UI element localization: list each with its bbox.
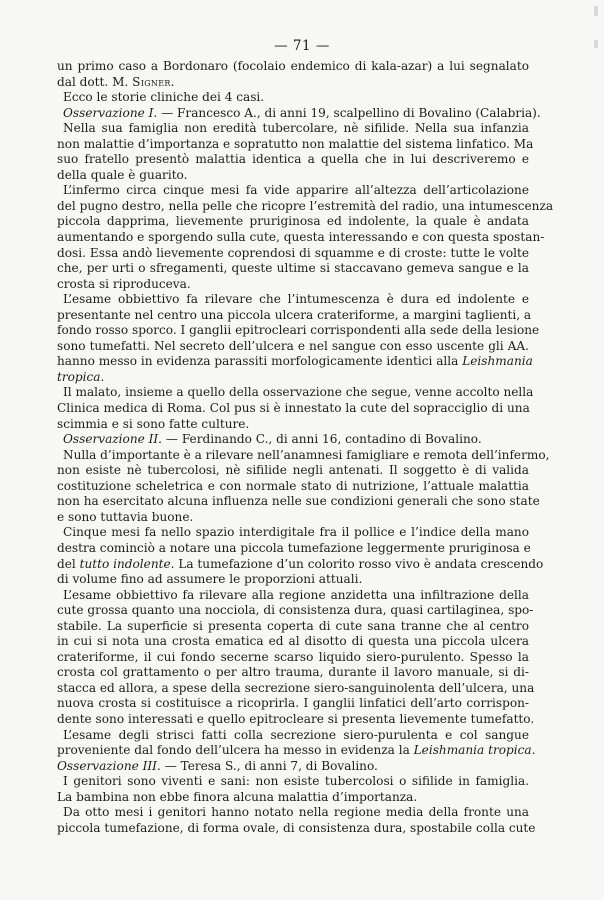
text-line: [57, 432, 529, 448]
page-number: — 71 —: [274, 38, 330, 54]
text-line: [57, 463, 529, 479]
text-segment: non esiste nè tubercolosi, nè sifilide negli antenati. Il soggetto è di valida: [57, 463, 529, 478]
text-segment: Il malato, insieme a quello della osservazione che segue, venne accolto nella: [63, 385, 534, 400]
text-segment: della quale è guarito.: [57, 167, 188, 182]
text-line: [57, 90, 529, 106]
text-segment: scimmia e si sono fatte culture.: [57, 416, 250, 431]
text-line: [57, 261, 529, 277]
italic-text: Osservazione III.: [57, 758, 161, 773]
text-segment: L’esame obbiettivo fa rilevare che l’intumescenza è dura ed indolente e: [63, 292, 529, 307]
text-line: [57, 650, 529, 666]
text-line: [57, 105, 541, 122]
text-line: [57, 168, 529, 184]
text-line: [57, 339, 529, 355]
text-segment: piccola dapprima, lievemente pruriginosa ed indolente, la quale è andata: [57, 214, 529, 229]
text-segment: dal dott. M.: [57, 74, 133, 89]
italic-text: Leishmania: [462, 354, 533, 369]
text-segment: sono tumefatti. Nel secreto dell’ulcera e nel sangue con esso uscente gli AA.: [57, 338, 529, 353]
text-segment: Nella sua famiglia non eredità tubercolare, nè sifilide. Nella sua infanzia: [63, 121, 529, 136]
text-line: [57, 774, 529, 790]
text-segment: proveniente dal fondo dell’ulcera ha messo in evidenza la: [57, 743, 414, 758]
text-segment: dente sono interessati e quello epitrocleare si presenta lievemente tumefatto.: [57, 711, 535, 726]
text-line: [57, 370, 529, 386]
text-segment: non malattie d’importanza e sopratutto non malattie del sistema linfatico. Ma: [57, 136, 534, 151]
text-line: [57, 417, 529, 433]
italic-text: Leishmania tropica: [413, 743, 532, 758]
text-segment: costituzione scheletrica e con normale stato di nutrizione, l’attuale malattia: [57, 478, 529, 493]
text-line: [57, 805, 529, 821]
text-line: [57, 246, 529, 262]
text-segment: non ha esercitato alcuna influenza nelle sue condizioni generali che sono state: [57, 494, 540, 509]
text-line: [57, 588, 529, 604]
text-segment: crosta col grattamento o per altro trauma, durante il lavoro manuale, si di-: [57, 665, 529, 680]
text-segment: in cui si nota una crosta ematica ed al disotto di questa una piccola ulcera: [57, 634, 529, 649]
text-line: [57, 728, 529, 744]
text-line: [57, 214, 529, 230]
text-line: [57, 307, 532, 324]
text-segment: L’esame obbiettivo fa rilevare alla regione anzidetta una infiltrazione della: [63, 587, 529, 602]
text-segment: aumentando e sporgendo sulla cute, questa interessando e con questa spostan-: [57, 230, 545, 245]
text-segment: destra cominciò a notare una piccola tumefazione leggermente pruriginosa e: [57, 540, 531, 555]
text-line: [57, 401, 529, 417]
text-line: [57, 494, 540, 510]
text-line: [57, 292, 529, 308]
text-line: [57, 75, 529, 91]
text-line: [57, 696, 529, 712]
text-line: [57, 230, 545, 246]
text-line: [57, 541, 529, 557]
text-segment: piccola tumefazione, di forma ovale, di consistenza dura, spostabile colla cute: [57, 820, 536, 835]
text-segment: stabile. La superficie si presenta coperta di cute sana tranne che al centro: [57, 618, 529, 633]
author-name: Signer: [132, 74, 171, 89]
text-segment: dosi. Essa andò lievemente coprendosi di squamme e di croste: tutte le volte: [57, 245, 529, 260]
text-segment: Clinica medica di Roma. Col pus si è innestato la cute del sopracciglio di una: [57, 401, 530, 416]
text-line: [57, 634, 529, 650]
text-line: [57, 354, 533, 370]
text-line: [57, 447, 550, 464]
text-line: [57, 603, 534, 619]
text-line: [57, 759, 529, 775]
text-segment: presentante nel centro una piccola ulcera crateriforme, a margini taglienti, a: [57, 307, 532, 322]
text-segment: L’esame degli strisci fatti colla secrezione siero-purulenta e col sangue: [63, 727, 529, 742]
text-line: [57, 743, 536, 759]
text-segment: La bambina non ebbe finora alcuna malattia d’importanza.: [57, 789, 418, 804]
text-line: [57, 59, 529, 75]
italic-text: tutto indolente: [79, 556, 171, 571]
text-segment: che, per urti o sfregamenti, queste ultime si staccavano gemeva sangue e la: [57, 261, 529, 276]
text-segment: crosta si riproduceva.: [57, 276, 191, 291]
italic-text: Osservazione II.: [63, 432, 163, 447]
text-line: [57, 820, 536, 837]
text-segment: . La tumefazione d’un colorito rosso vivo è andata crescendo: [170, 556, 544, 571]
text-segment: fondo rosso sporco. I ganglii epitrocleari corrispondenti alla sede della lesione: [57, 323, 540, 338]
text-line: [57, 277, 529, 293]
text-segment: del: [57, 556, 80, 571]
body-text: [57, 59, 554, 836]
text-segment: un primo caso a Bordonaro (focolaio endemico di kala-azar) a lui segnalato: [57, 59, 529, 73]
italic-text: Osservazione I.: [63, 105, 158, 120]
text-line: [57, 121, 529, 137]
text-segment: del pugno destro, nella pelle che ricopre l’estremità del radio, una intumescenza: [57, 198, 554, 213]
text-segment: — Teresa S., di anni 7, di Bovalino.: [160, 758, 378, 773]
text-segment: cute grossa quanto una nocciola, di consistenza dura, quasi cartilaginea, spo-: [57, 603, 534, 618]
text-segment: — Francesco A., di anni 19, scalpellino di Bovalino (Calabria).: [157, 105, 541, 120]
text-segment: .: [531, 743, 536, 758]
text-segment: Nulla d’importante è a rilevare nell’anamnesi famigliare e remota dell’infermo,: [63, 447, 550, 462]
text-line: [57, 136, 534, 153]
text-segment: e sono tuttavia buone.: [57, 509, 194, 524]
text-segment: crateriforme, il cui fondo secerne scarso liquido siero-purulento. Spesso la: [57, 649, 529, 664]
text-line: [57, 183, 529, 199]
text-segment: stacca ed allora, a spese della secrezione siero-sanguinolenta dell’ulcera, una: [57, 680, 535, 695]
text-segment: suo fratello presentò malattia identica a quella che in lui descriveremo e: [57, 152, 529, 167]
text-line: [57, 680, 535, 697]
text-line: [57, 198, 554, 215]
text-line: [57, 619, 529, 635]
text-segment: hanno messo in evidenza parassiti morfologicamente identici alla: [57, 354, 463, 369]
text-segment: L’infermo circa cinque mesi fa vide apparire all’altezza dell’articolazione: [63, 183, 529, 198]
text-line: [57, 525, 529, 541]
text-line: [57, 323, 540, 339]
italic-text: tropica: [57, 369, 101, 384]
text-line: [57, 479, 529, 495]
text-line: [57, 790, 529, 806]
text-line: [57, 152, 529, 168]
text-line: [57, 711, 535, 728]
text-segment: Ecco le storie cliniche dei 4 casi.: [63, 90, 265, 105]
text-segment: .: [100, 369, 105, 384]
text-segment: .: [170, 74, 175, 89]
text-line: [57, 556, 544, 573]
text-segment: I genitori sono viventi e sani: non esiste tubercolosi o sifilide in famiglia.: [63, 774, 529, 789]
text-segment: Da otto mesi i genitori hanno notato nella regione media della fronte una: [63, 805, 529, 820]
text-segment: nuova crosta si costituisce a ricoprirla. I ganglii linfatici dell’arto corrispon-: [57, 696, 529, 711]
text-line: [57, 572, 529, 588]
text-line: [57, 385, 534, 401]
text-segment: Cinque mesi fa nello spazio interdigitale fra il pollice e l’indice della mano: [63, 525, 529, 540]
text-segment: — Ferdinando C., di anni 16, contadino di Bovalino.: [162, 432, 482, 447]
text-line: [57, 665, 529, 681]
text-line: [57, 510, 529, 526]
text-segment: di volume fino ad assumere le proporzioni attuali.: [57, 572, 363, 587]
scan-edge-mark: [594, 6, 598, 16]
